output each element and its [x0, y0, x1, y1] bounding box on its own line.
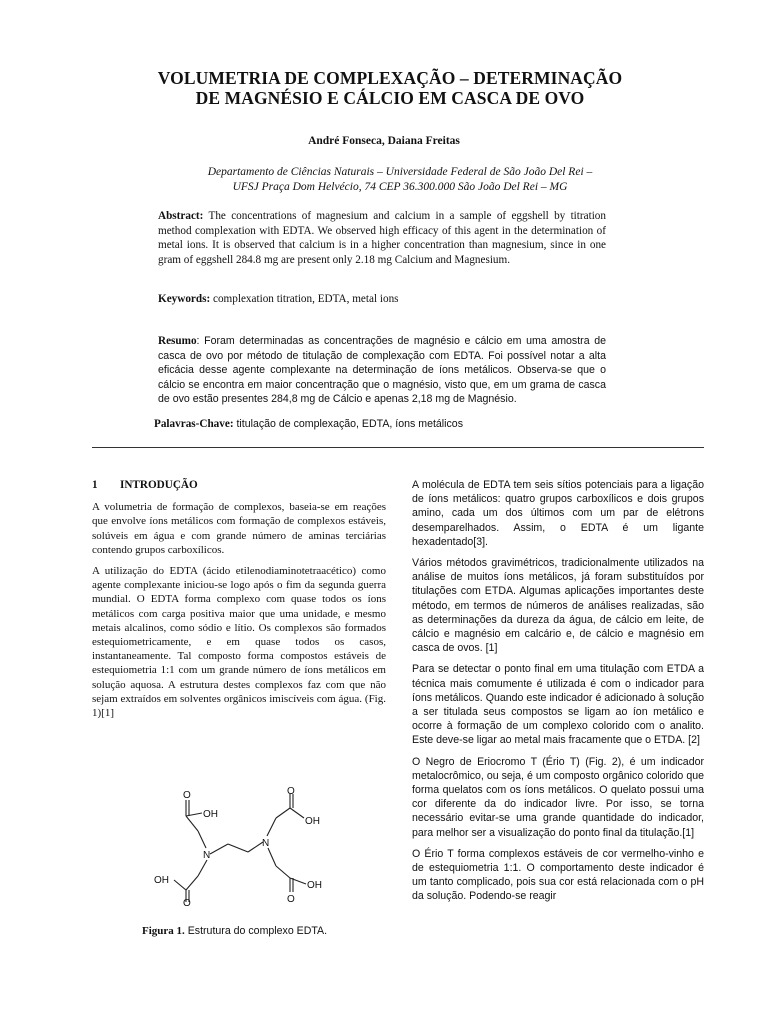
paper-title-line-1: VOLUMETRIA DE COMPLEXAÇÃO – DETERMINAÇÃO — [157, 68, 623, 88]
caption-text: Estrutura do complexo EDTA. — [184, 925, 328, 937]
figure-caption — [142, 925, 382, 937]
atom-label-oh: OH — [154, 875, 169, 886]
atom-label-n: N — [262, 838, 270, 849]
paragraph: A volumetria de formação de complexos, baseia-se em reações que envolve íons metálicos com formação de complexos estáveis, solúveis em água e com grande número de aminas terciárias contendo grupos carboxílicos. — [92, 501, 386, 556]
caption-label: Figura 1. — [142, 925, 185, 937]
keywords — [158, 293, 618, 305]
keywords-label: Keywords: — [158, 293, 211, 305]
section-title: INTRODUÇÃO — [120, 479, 198, 491]
palavras-chave — [154, 418, 614, 430]
paragraph: Para se detectar o ponto final em uma titulação com ETDA a técnica mais comumente é utilizada é com o indicador para íons metálicos. Quando este indicador é adicionado à solução a ser titulada seus compostos se ligam ao íon metálico e ocorre à formação de um complexo colorido com o analito. Este deve-se ligar ao metal mais fracamente que o ETDA. [2] — [412, 663, 704, 747]
section-heading — [92, 478, 386, 492]
keywords-text: complexation titration, EDTA, metal ions — [210, 293, 399, 305]
palavras-label: Palavras-Chave: — [154, 418, 234, 430]
section-number: 1 — [92, 479, 98, 491]
palavras-text: titulação de complexação, EDTA, íons metálicos — [233, 418, 463, 430]
atom-label-oh: OH — [305, 816, 320, 827]
abstract-text: The concentrations of magnesium and calcium in a sample of eggshell by titration method complexation with EDTA. We observed high efficacy of this agent in the determination of metal ions. It is observed that calcium is in a higher concentration than magnesium, since in one gram of eggshell 284.8 mg are present only 2.18 mg Calcium and Magnesium. — [158, 210, 606, 266]
atom-label-oh: OH — [307, 880, 322, 891]
left-column — [92, 478, 386, 727]
affiliation — [180, 165, 620, 195]
atom-label-oh: OH — [203, 809, 218, 820]
paper-title — [120, 68, 660, 108]
resumo-text: : Foram determinadas as concentrações de magnésio e cálcio em uma amostra de casca de ovo por método de titulação de complexação com EDTA. Foi possível notar a alta eficácia desse agente complexante na determinação de íons metálicos. Observa-se que o cálcio se encontra em maior concentração que o magnésio, visto que, em um grama de casca de ovo estão presentes 284,8 mg de Cálcio e apenas 2,18 mg de Magnésio. — [158, 335, 606, 406]
affiliation-line-1: Departamento de Ciências Naturais – Universidade Federal de São João Del Rei – — [207, 166, 593, 178]
resumo — [158, 334, 606, 407]
edta-structure-figure — [150, 786, 340, 906]
paper-title-line-2: DE MAGNÉSIO E CÁLCIO EM CASCA DE OVO — [195, 88, 585, 108]
resumo-label: Resumo — [158, 335, 197, 347]
authors: André Fonseca, Daiana Freitas — [308, 135, 460, 147]
affiliation-line-2: UFSJ Praça Dom Helvécio, 74 CEP 36.300.000 São João Del Rei – MG — [232, 181, 568, 193]
abstract-label: Abstract: — [158, 210, 204, 222]
atom-label-o: O — [287, 786, 295, 797]
paragraph: Vários métodos gravimétricos, tradicionalmente utilizados na análise de muitos íons metálicos, já foram substituídos por titulações com ETDA. Algumas aplicações importantes deste método, em termos de números de análises realizadas, são as determinações da dureza da água, de cálcio em leite, de cálcio e magnésio em calcário e, de cálcio e magnésio em casca de ovos. [1] — [412, 557, 704, 655]
paragraph: A molécula de EDTA tem seis sítios potenciais para a ligação de íons metálicos: quatro grupos carboxílicos e dois grupos amino, cada um dos últimos com um par de elétrons desemparelhados. Assim, o EDTA é um ligante hexadentado[3]. — [412, 479, 704, 548]
atom-label-n: N — [203, 850, 211, 861]
paragraph: A utilização do EDTA (ácido etilenodiaminotetraacético) como agente complexante iniciou-se logo após o fim da segunda guerra mundial. O EDTA forma complexo com quase todos os íons metálicos com carga positiva maior que uma unidade, e mesmo metais alcalinos, como sódio e lítio. Os complexos são formados estequiometricamente, e em quase todos os casos, instantaneamente. Tal composto forma compostos estáveis de estequiometria 1:1 com um grande número de íons metálicos em solução aquosa. A estrutura destes complexos faz com que não sejam extraídos em solventes orgânicos imiscíveis com água. (Fig. 1)[1] — [92, 565, 386, 720]
atom-label-o: O — [183, 898, 191, 906]
section-divider — [92, 447, 704, 448]
abstract — [158, 209, 606, 267]
atom-label-o: O — [183, 790, 191, 801]
paragraph: O Negro de Eriocromo T (Ério T) (Fig. 2), é um indicador metalocrômico, ou seja, é um composto orgânico colorido que forma quelatos com os íons metálicos. O quelato possui uma cor diferente da do indicador livre. Por isso, se torna necessário evitar-se uma grande quantidade do indicador, para melhor ser a visualização do ponto final da titulação.[1] — [412, 755, 704, 839]
atom-label-o: O — [287, 894, 295, 905]
paragraph: O Ério T forma complexos estáveis de cor vermelho-vinho e de estequiometria 1:1. O comportamento deste indicador é um tanto complicado, pois sua cor está relacionada com o pH da solução. Podendo-se reagir — [412, 847, 704, 903]
right-column — [412, 478, 704, 911]
